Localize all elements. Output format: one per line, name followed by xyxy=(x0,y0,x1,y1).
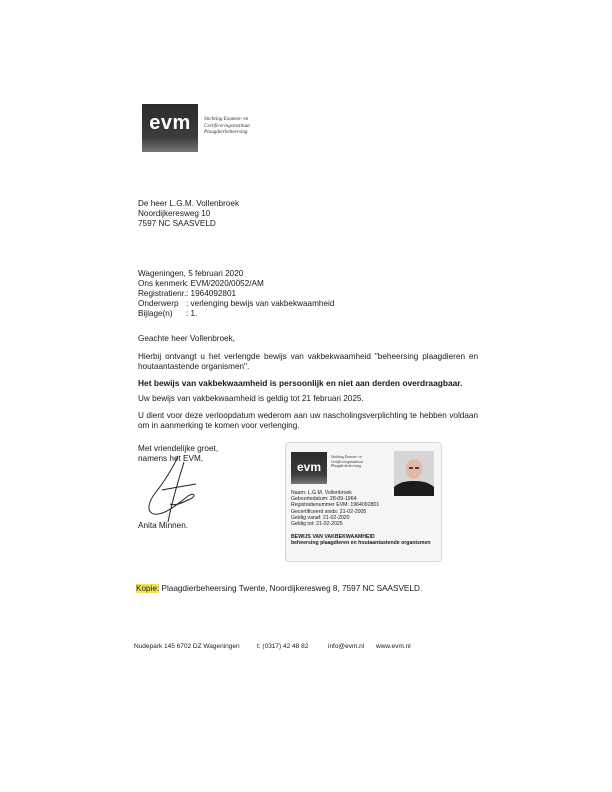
logo-subtitle-line: Plaagdierbeheersing xyxy=(204,129,248,135)
meta-value: : 1964092801 xyxy=(186,289,237,298)
footer-email[interactable]: info@evm.nl xyxy=(328,643,365,650)
recipient-address xyxy=(138,199,239,229)
copy-text: Plaagdierbeheersing Twente, Noordijkeresweg 8, 7597 NC SAASVELD. xyxy=(159,584,423,593)
paragraph-4: U dient voor deze verloopdatum wederom aan uw nascholingsverplichting te hebben voldaan om in aanmerking te komen voor verlenging. xyxy=(138,411,478,430)
card-info-line: Geldig vanaf: 21-02-2020 xyxy=(291,514,350,521)
card-info xyxy=(291,490,379,527)
card-info-line: Geldig tot: 21-02-2025 xyxy=(291,521,343,528)
recipient-line: 7597 NC SAASVELD xyxy=(138,219,216,228)
card-logo xyxy=(291,452,327,484)
closing-greeting: Met vriendelijke groet, xyxy=(138,444,219,453)
meta-label: Onderwerp xyxy=(138,299,179,308)
recipient-line: Noordijkeresweg 10 xyxy=(138,209,211,218)
letter-meta xyxy=(138,269,334,319)
paragraph-2: Het bewijs van vakbekwaamheid is persoonlijk en niet aan derden overdraagbaar. xyxy=(138,378,463,388)
meta-row xyxy=(138,309,334,319)
meta-row xyxy=(138,289,334,299)
meta-row xyxy=(138,299,334,309)
card-subtitle-line: Certificeringsinstituut xyxy=(331,459,363,464)
holder-photo xyxy=(394,451,434,496)
card-info-line: Geboortedatum: 28-09-1964 xyxy=(291,496,357,503)
evm-logo xyxy=(142,104,198,152)
card-subtitle-line: Plaagdierbeheersing xyxy=(331,464,362,469)
place-date: Wageningen, 5 februari 2020 xyxy=(138,269,244,278)
copy-line xyxy=(136,584,422,593)
certificate-card xyxy=(285,442,442,562)
meta-label: Bijlage(n) xyxy=(138,309,173,318)
recipient-line: De heer L.G.M. Vollenbroek xyxy=(138,199,240,208)
footer-address: Nudepark 145 6702 DZ Wageningen xyxy=(134,643,240,650)
copy-label: Kopie: xyxy=(136,584,160,593)
logo-subtitle-line: Stichting Examen- en xyxy=(204,116,249,122)
salutation: Geachte heer Vollenbroek, xyxy=(138,334,235,343)
card-logo-text: evm xyxy=(296,460,322,474)
paragraph-1: Hierbij ontvangt u het verlengde bewijs van vakbekwaamheid "beheersing plaagdieren en houtaantastende organismen". xyxy=(138,352,478,371)
meta-label: Registratienr. xyxy=(138,289,187,298)
closing-on-behalf: namens het EVM, xyxy=(138,454,204,463)
signer-name: Anita Minnen. xyxy=(138,521,189,530)
card-logo-subtitle xyxy=(331,455,379,469)
meta-row xyxy=(138,279,334,289)
footer-phone: t: (0317) 42 48 82 xyxy=(257,643,309,650)
card-info-line: Gecertificeerd sinds: 21-02-2005 xyxy=(291,508,367,515)
card-info-line: Registratienummer EVM: 1964092801 xyxy=(291,502,380,509)
logo-subtitle xyxy=(204,116,274,136)
meta-label: Ons kenmerk xyxy=(138,279,187,288)
card-info-line: Naam: L.G.M. Vollenbroek xyxy=(291,490,352,496)
logo-text: evm xyxy=(149,112,191,134)
signature xyxy=(138,452,210,524)
paragraph-3: Uw bewijs van vakbekwaamheid is geldig tot 21 februari 2025. xyxy=(138,394,364,403)
meta-value: : EVM/2020/0052/AM xyxy=(186,279,264,288)
logo-subtitle-line: Certificeringsinstituut xyxy=(204,122,250,129)
card-title xyxy=(291,534,431,546)
card-subtitle-line: Stichting Examen- en xyxy=(331,455,362,459)
card-title-line: BEWIJS VAN VAKBEKWAAMHEID xyxy=(291,534,375,540)
meta-value: : 1. xyxy=(186,309,198,318)
footer-website[interactable]: www.evm.nl xyxy=(376,643,411,650)
card-title-line: beheersing plaagdieren en houtaantastende organismen xyxy=(291,540,431,546)
portrait-icon xyxy=(394,451,434,496)
meta-value: : verlenging bewijs van vakbekwaamheid xyxy=(186,299,335,308)
